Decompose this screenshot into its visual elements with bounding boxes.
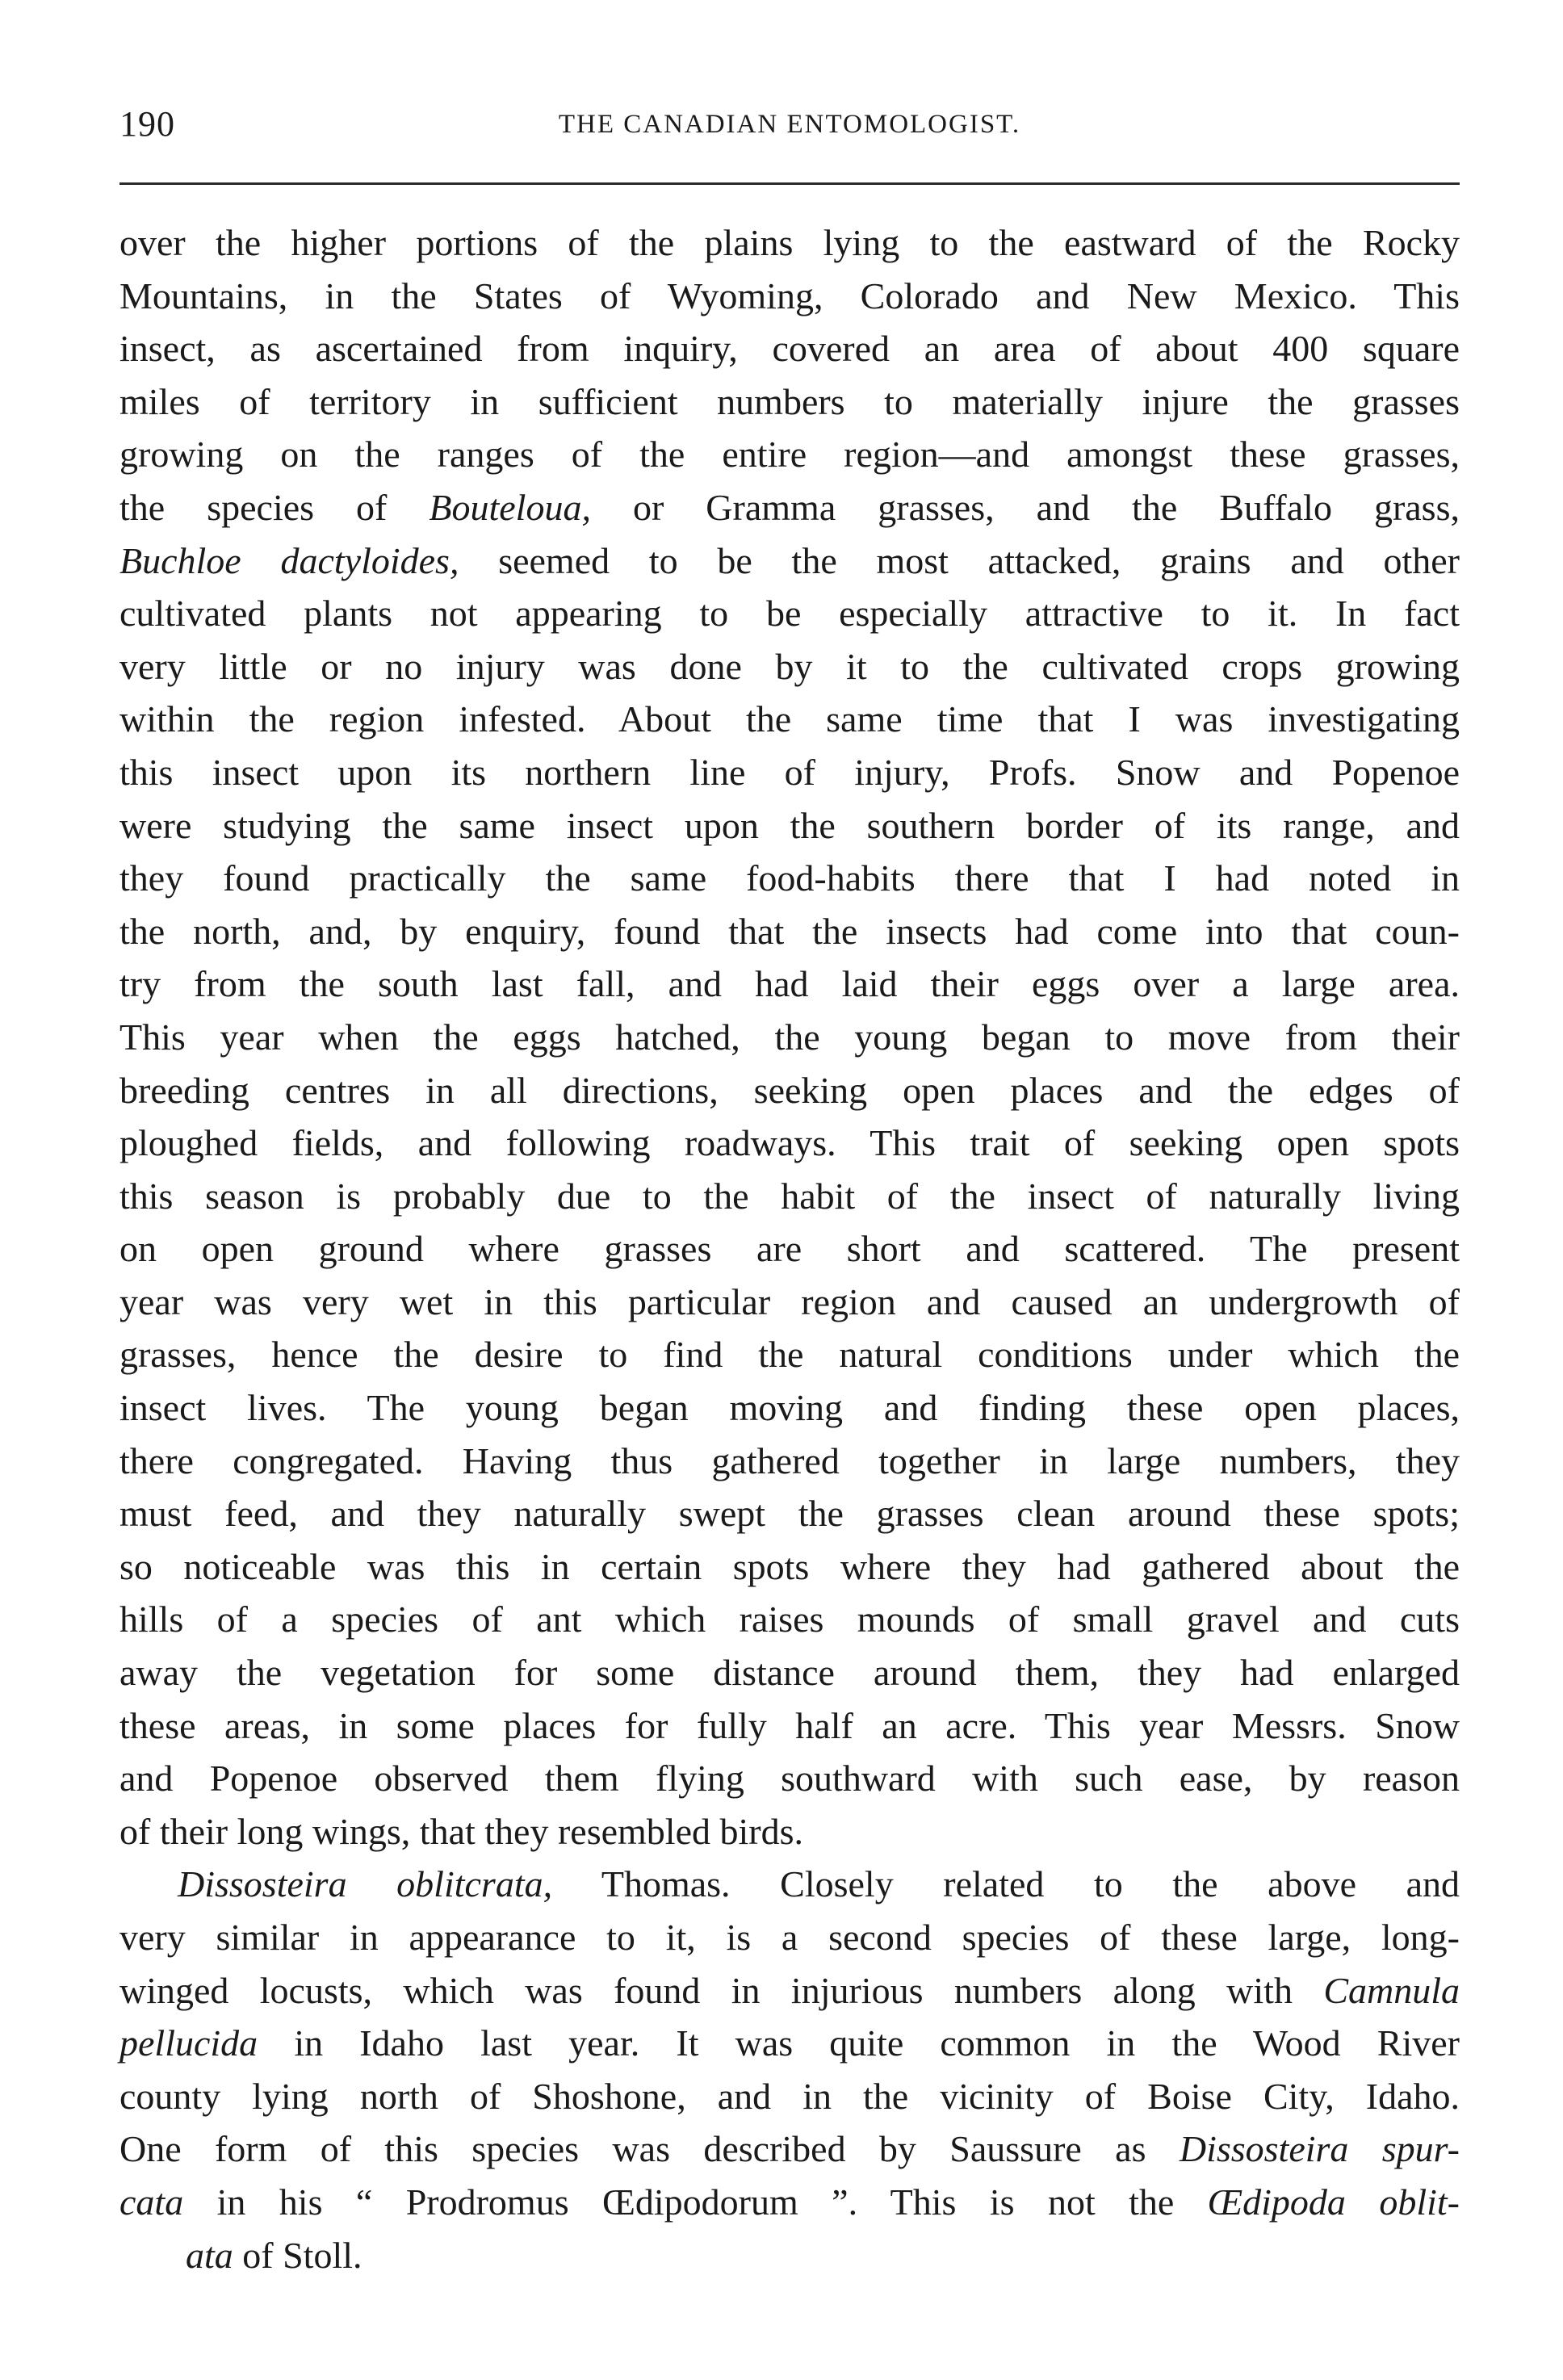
text-line (119, 2176, 1460, 2229)
text-line (119, 1435, 1460, 1488)
text-run: seemed to be the most attacked, grains and other (459, 539, 1460, 581)
text-line (119, 1540, 1460, 1594)
italic-text-run: Camnula (1323, 1969, 1460, 2011)
text-run: insect, as ascertained from inquiry, covered an area of about 400 square (119, 328, 1460, 370)
text-line (119, 957, 1460, 1011)
text-line (119, 799, 1460, 853)
running-title: THE CANADIAN ENTOMOLOGIST. (558, 110, 1021, 139)
text-run: cultivated plants not appearing to be especially attractive to it. In fact (119, 593, 1460, 635)
text-run: and Popenoe observed them flying southward with such ease, by reason (119, 1758, 1460, 1800)
text-run: there congregated. Having thus gathered together in large numbers, they (119, 1439, 1460, 1481)
italic-text-run: ata (186, 2234, 233, 2276)
text-run: or Gramma grasses, and the Buffalo grass, (590, 486, 1460, 528)
text-run: of their long wings, that they resembled birds. (119, 1810, 804, 1852)
italic-text-run: pellucida (119, 2022, 258, 2064)
text-line (119, 905, 1460, 958)
text-run: breeding centres in all directions, seeking open places and the edges of (119, 1069, 1460, 1111)
text-run: One form of this species was described by Saussure as (119, 2128, 1180, 2170)
text-run: very similar in appearance to it, is a second species of these large, long- (119, 1917, 1460, 1958)
text-run: the north, and, by enquiry, found that the insects had come into that coun- (119, 910, 1460, 952)
text-run: try from the south last fall, and had laid their eggs over a large area. (119, 963, 1460, 1005)
text-line (119, 322, 1460, 375)
text-line (119, 1064, 1460, 1117)
text-line (119, 1593, 1460, 1646)
text-line (119, 1805, 1460, 1858)
text-line (119, 1487, 1460, 1540)
text-run: very little or no injury was done by it to the cultivated crops growing (119, 645, 1460, 687)
italic-text-run: Buchloe dactyloides, (119, 539, 459, 581)
text-line (119, 2122, 1460, 2176)
text-line (119, 1858, 1460, 1911)
text-line (119, 1222, 1460, 1276)
text-line (119, 1170, 1460, 1223)
text-line (119, 428, 1460, 481)
text-line (119, 481, 1460, 534)
text-run: over the higher portions of the plains lying to the eastward of the Rocky (119, 222, 1460, 263)
text-run: within the region infested. About the same time that I was investigating (119, 698, 1460, 740)
text-line (119, 1276, 1460, 1329)
text-run: ploughed fields, and following roadways. This trait of seeking open spots (119, 1122, 1460, 1164)
italic-text-run: cata (119, 2181, 184, 2223)
text-run: insect lives. The young began moving and finding these open places, (119, 1387, 1460, 1429)
paragraph (119, 216, 1460, 1858)
text-line (119, 1752, 1460, 1805)
text-run: hills of a species of ant which raises mounds of small gravel and cuts (119, 1599, 1460, 1640)
page-number: 190 (119, 104, 175, 144)
italic-text-run: Dissosteira spur- (1179, 2128, 1460, 2170)
text-run: so noticeable was this in certain spots where they had gathered about the (119, 1545, 1460, 1587)
text-line (119, 270, 1460, 323)
text-run: county lying north of Shoshone, and in the vicinity of Boise City, Idaho. (119, 2075, 1460, 2117)
text-line (119, 1646, 1460, 1699)
italic-text-run: Bouteloua, (429, 486, 591, 528)
text-line (119, 534, 1460, 588)
text-line (119, 2229, 1460, 2282)
text-run: these areas, in some places for fully half an acre. This year Messrs. Snow (119, 1704, 1460, 1746)
text-run: Mountains, in the States of Wyoming, Colorado and New Mexico. This (119, 274, 1460, 316)
text-run: Thomas. Closely related to the above and (552, 1863, 1460, 1905)
text-line (119, 1381, 1460, 1435)
text-run: This year when the eggs hatched, the young began to move from their (119, 1016, 1460, 1058)
text-line (119, 216, 1460, 270)
page-header (119, 103, 1460, 160)
text-run: they found practically the same food-habits there that I had noted in (119, 857, 1460, 899)
text-run: grasses, hence the desire to find the natural conditions under which the (119, 1334, 1460, 1376)
text-line (119, 640, 1460, 693)
text-line (119, 2017, 1460, 2070)
text-run: were studying the same insect upon the southern border of its range, and (119, 804, 1460, 846)
text-run: in Idaho last year. It was quite common in the Wood River (258, 2022, 1460, 2064)
text-line (119, 693, 1460, 746)
text-line (119, 1911, 1460, 1964)
header-rule (119, 182, 1460, 185)
text-line (119, 1964, 1460, 2018)
text-line (119, 852, 1460, 905)
text-line (119, 2070, 1460, 2123)
italic-text-run: Dissosteira oblitcrata, (178, 1863, 553, 1905)
italic-text-run: Œdipoda oblit- (1207, 2181, 1460, 2223)
text-run: must feed, and they naturally swept the grasses clean around these spots; (119, 1493, 1460, 1535)
text-line (119, 1328, 1460, 1381)
text-line (119, 1011, 1460, 1064)
text-run: growing on the ranges of the entire region—and amongst these grasses, (119, 434, 1460, 476)
text-run: on open ground where grasses are short and scattered. The present (119, 1228, 1460, 1270)
text-run: miles of territory in sufficient numbers to materially injure the grasses (119, 380, 1460, 422)
text-run: in his “ Prodromus Œdipodorum ”. This is not the (183, 2181, 1208, 2223)
text-run: this season is probably due to the habit of the insect of naturally living (119, 1175, 1460, 1217)
paragraph (119, 1858, 1460, 2282)
text-run: this insect upon its northern line of injury, Profs. Snow and Popenoe (119, 751, 1460, 793)
text-line (119, 746, 1460, 799)
body-text (119, 216, 1460, 2282)
text-run: year was very wet in this particular region and caused an undergrowth of (119, 1280, 1460, 1322)
text-line (119, 587, 1460, 640)
text-run: away the vegetation for some distance around them, they had enlarged (119, 1652, 1460, 1694)
text-run: the species of (119, 486, 430, 528)
text-line (119, 1699, 1460, 1753)
text-run: winged locusts, which was found in injurious numbers along with (119, 1969, 1324, 2011)
text-line (119, 375, 1460, 429)
text-run: of Stoll. (233, 2234, 362, 2276)
text-line (119, 1117, 1460, 1170)
